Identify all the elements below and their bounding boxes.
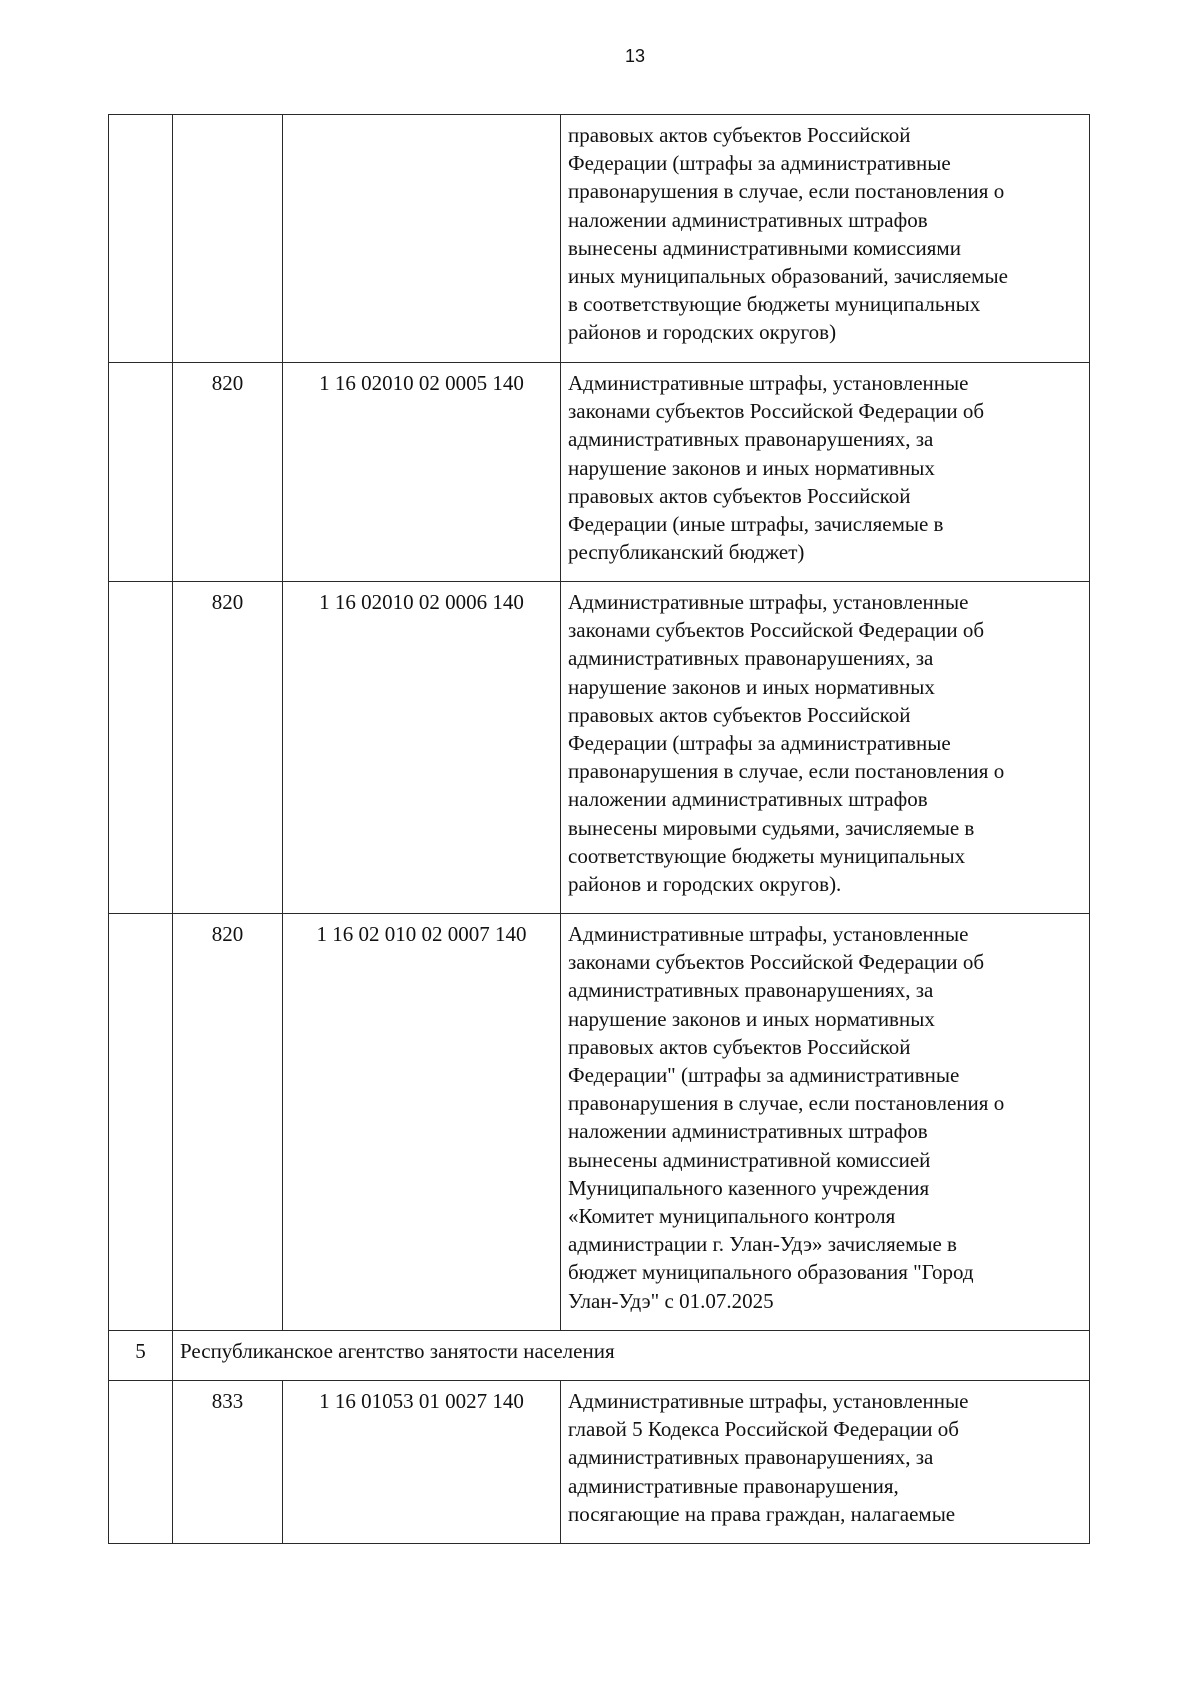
administrator-code-cell: 820 xyxy=(173,914,283,1331)
administrator-code-cell: 820 xyxy=(173,363,283,582)
section-title-cell: Республиканское агентство занятости населения xyxy=(173,1331,1090,1381)
revenue-name-text: Административные штрафы, установленные законами субъектов Российской Федерации об административных правонарушениях, за нарушение законов и иных нормативных правовых актов субъектов Российской Федерации (штрафы за административные правонарушения в случае, если постановления о наложении административных штрафов вынесены мировыми судьями, зачисляемые в соответствующие бюджеты муниципальных районов и городских округов). xyxy=(568,590,1005,897)
revenue-name-cell xyxy=(561,115,1090,363)
revenue-name-cell xyxy=(561,1381,1090,1544)
page-number: 13 xyxy=(624,46,646,66)
kbk-code-cell: 1 16 02010 02 0006 140 xyxy=(283,582,561,914)
row-number-cell xyxy=(109,582,173,914)
revenue-name-cell xyxy=(561,914,1090,1331)
kbk-code-cell: 1 16 02010 02 0005 140 xyxy=(283,363,561,582)
table-row xyxy=(109,363,1090,582)
revenue-name-text: правовых актов субъектов Российской Федерации (штрафы за административные правонарушения в случае, если постановления о наложении административных штрафов вынесены административными комиссиями иных муниципальных образований, зачисляемые в соответствующие бюджеты муниципальных районов и городских округов) xyxy=(568,123,1008,345)
section-number-cell: 5 xyxy=(109,1331,173,1381)
revenue-name-cell xyxy=(561,363,1090,582)
table-row xyxy=(109,1381,1090,1544)
row-number-cell xyxy=(109,914,173,1331)
row-number-cell xyxy=(109,363,173,582)
kbk-code-cell: 1 16 01053 01 0027 140 xyxy=(283,1381,561,1544)
table-row xyxy=(109,115,1090,363)
revenue-codes-table xyxy=(108,114,1090,1544)
section-header-row xyxy=(109,1331,1090,1381)
revenue-name-text: Административные штрафы, установленные законами субъектов Российской Федерации об административных правонарушениях, за нарушение законов и иных нормативных правовых актов субъектов Российской Федерации (иные штрафы, зачисляемые в республиканский бюджет) xyxy=(568,371,985,565)
row-number-cell xyxy=(109,115,173,363)
kbk-code-cell: 1 16 02 010 02 0007 140 xyxy=(283,914,561,1331)
revenue-name-text: Административные штрафы, установленные главой 5 Кодекса Российской Федерации об административных правонарушениях, за административные правонарушения, посягающие на права граждан, налагаемые xyxy=(568,1389,969,1526)
row-number-cell xyxy=(109,1381,173,1544)
administrator-code-cell: 833 xyxy=(173,1381,283,1544)
administrator-code-cell: 820 xyxy=(173,582,283,914)
administrator-code-cell xyxy=(173,115,283,363)
revenue-name-text: Административные штрафы, установленные законами субъектов Российской Федерации об административных правонарушениях, за нарушение законов и иных нормативных правовых актов субъектов Российской Федерации" (штрафы за административные правонарушения в случае, если постановления о наложении административных штрафов вынесены административной комиссией Муниципального казенного учреждения «Комитет муниципального контроля администрации г. Улан-Удэ» зачисляемые в бюджет муниципального образования "Город Улан-Удэ" с 01.07.2025 xyxy=(568,922,1005,1313)
table-row xyxy=(109,914,1090,1331)
table-row xyxy=(109,582,1090,914)
kbk-code-cell xyxy=(283,115,561,363)
revenue-name-cell xyxy=(561,582,1090,914)
